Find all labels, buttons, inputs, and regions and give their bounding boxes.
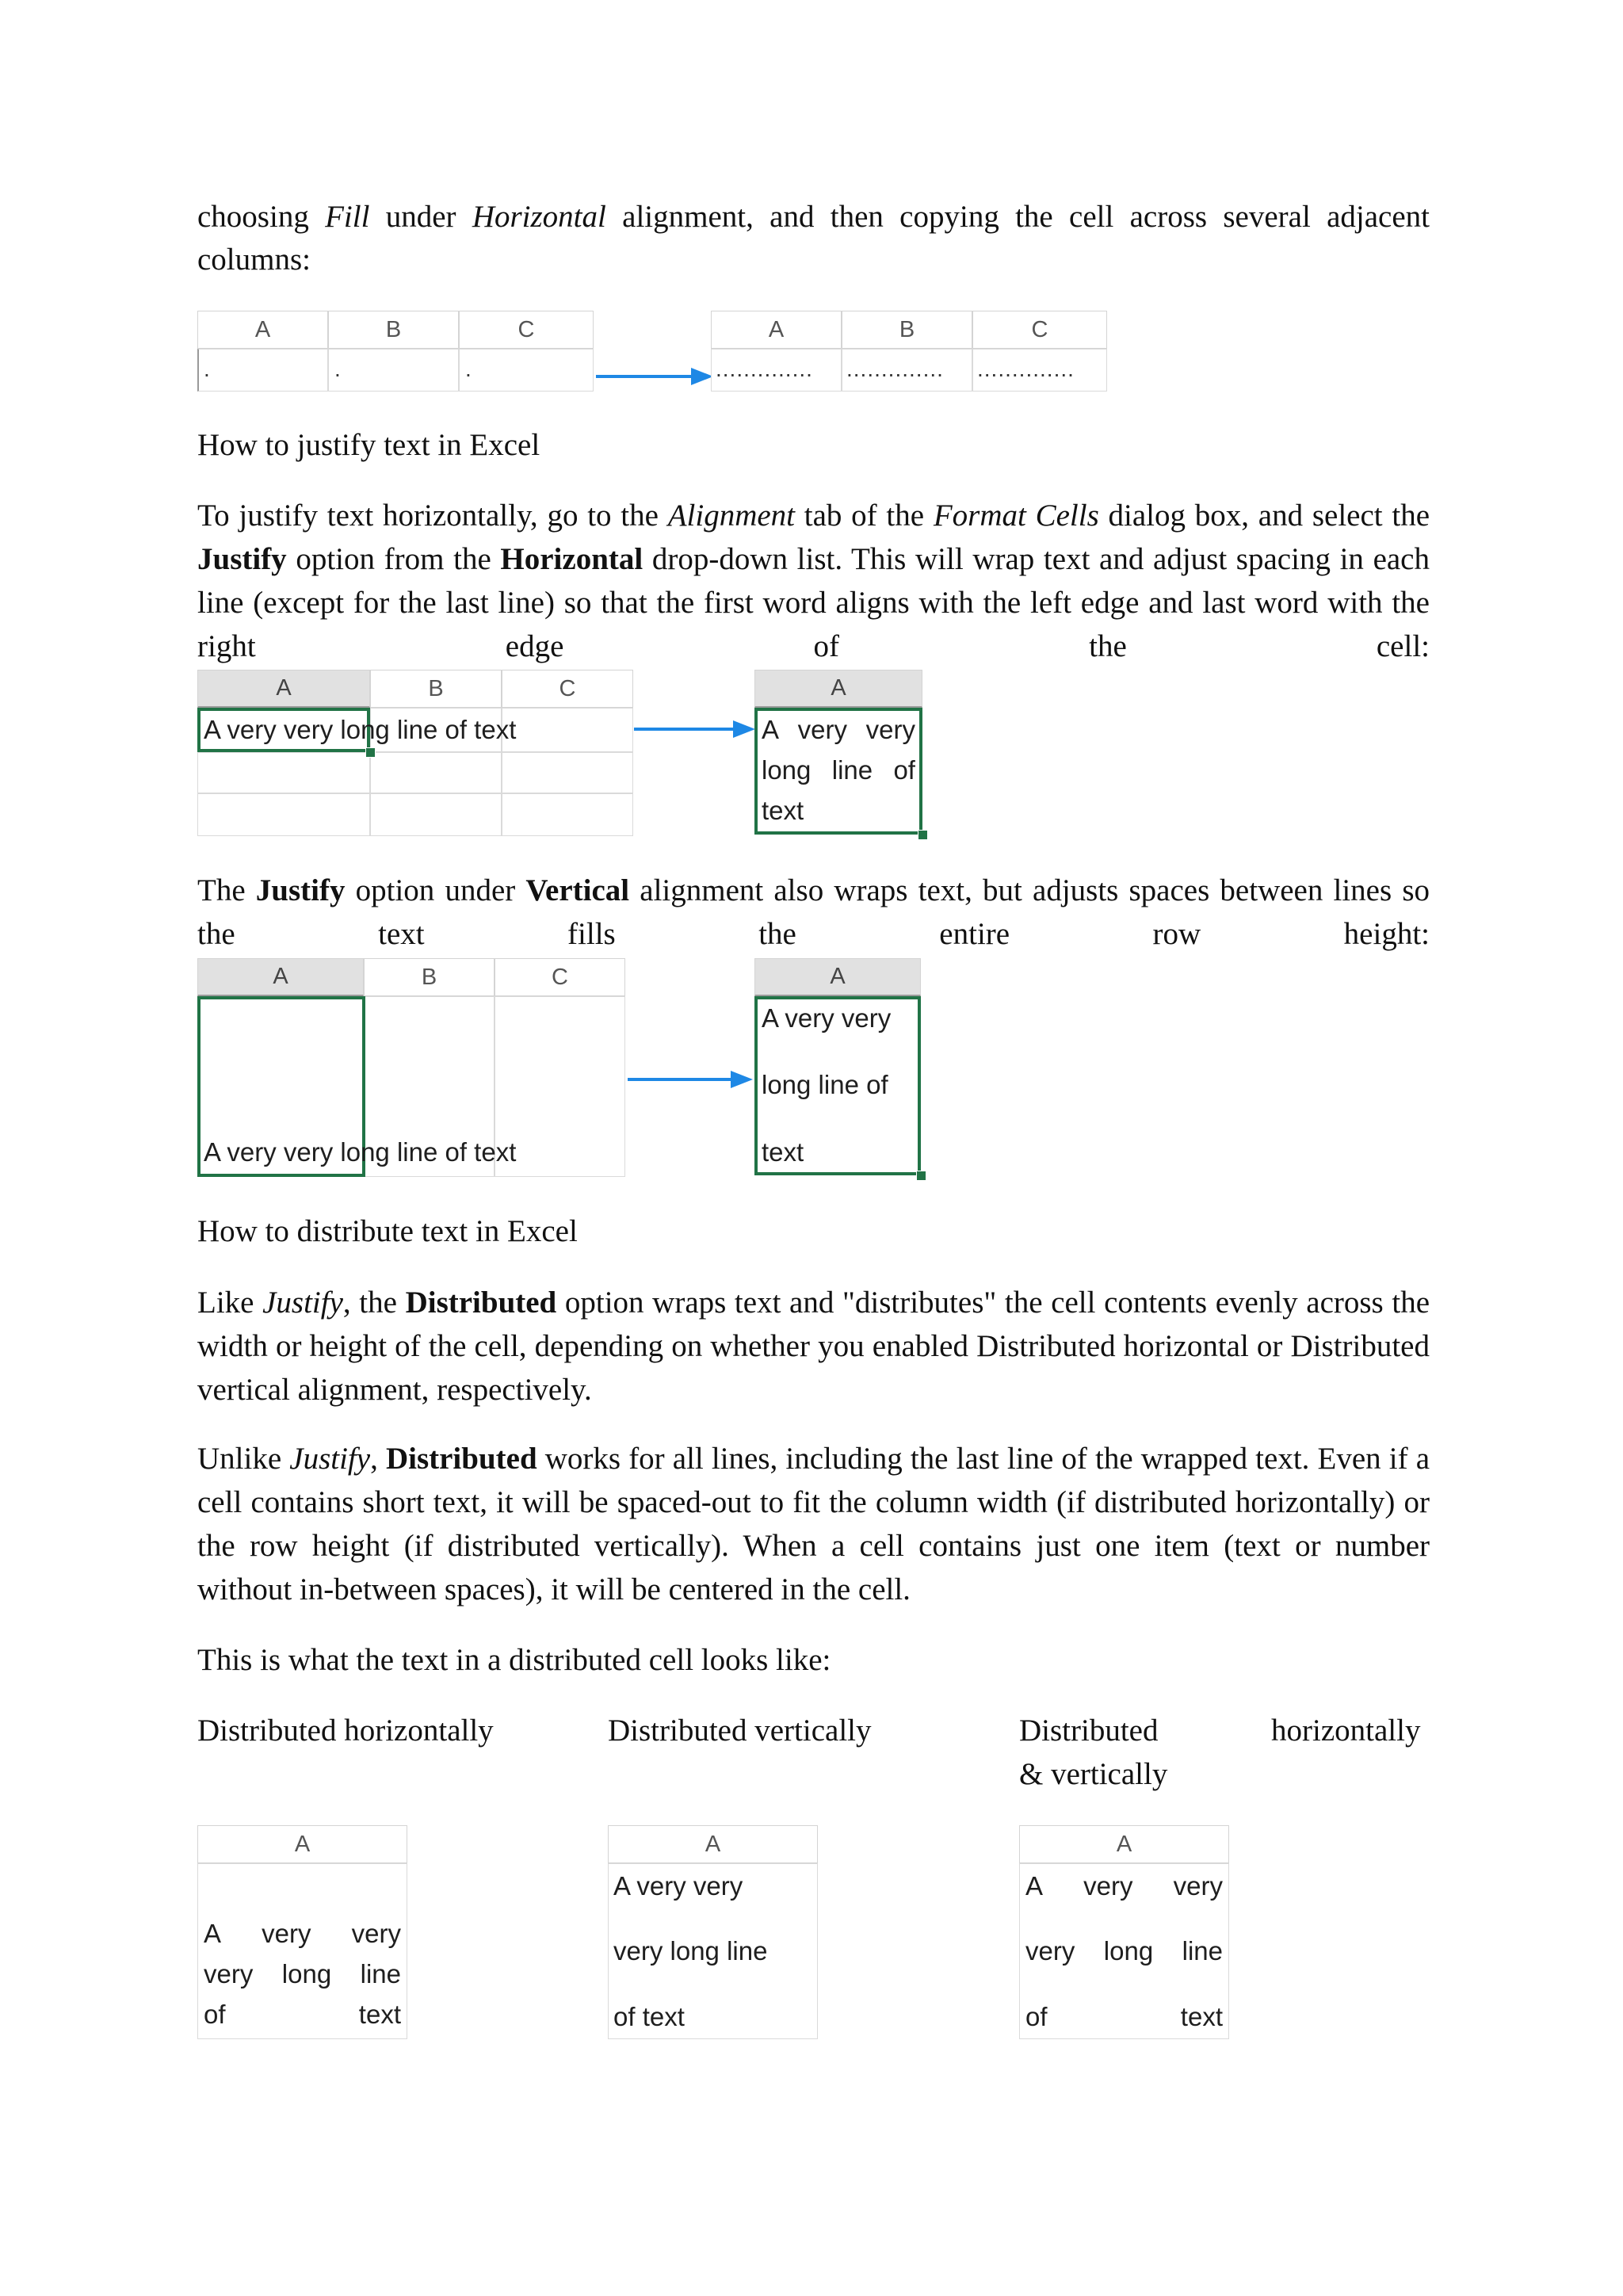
label-distributed-both-1: Distributed [1019,1713,1159,1748]
word: very [1025,1936,1075,1966]
distributed-line-3 [204,1999,401,2030]
fill-handle[interactable] [918,830,928,840]
text-run: , [370,1442,386,1476]
column-header-a: A [197,958,364,996]
paragraph-justify-horizontal [197,494,1430,668]
fill-dots-b: .............. [846,357,944,381]
text-run: Like [197,1286,263,1320]
distributed-line-3 [1025,2001,1223,2033]
text-run: The [197,873,256,907]
distributed-line-1 [1025,1870,1223,1902]
text-run: option wraps text and "distributes" the cell contents evenly across the width or height of the cell, depending on whether you enabled Distributed horizontal or Distributed vertical alignment, respectively. [197,1286,1430,1407]
italic-term: Justify [262,1286,343,1320]
column-header-b: B [364,958,495,996]
distributed-line-1: A very very [613,1871,743,1901]
column-header-a: A [197,311,328,349]
text-run: alignment, and then copying the cell across several adjacent [605,200,1430,234]
distributed-horizontal-example [197,1825,407,2039]
vjustified-line-2: long line of [762,1070,888,1099]
cell-text-bottom: A very very long line of text [204,1137,517,1167]
distributed-line-3: of text [613,2002,685,2031]
label-distributed-both-2: horizontally [1271,1713,1421,1748]
justified-line-1 [762,714,915,746]
column-header-b: B [370,670,502,708]
fill-handle[interactable] [365,747,376,758]
text-run: dialog box, and select the [1098,499,1430,533]
grid-cell [197,793,370,836]
word: long [762,755,812,785]
word: of [204,2000,226,2029]
column-header-b: B [328,311,459,349]
fill-example-before [197,311,594,392]
arrow-right-icon [634,717,757,741]
fill-dot-c: . [465,357,472,381]
column-header-a: A [754,958,921,996]
column-header-a: A [197,670,370,708]
word: text [1180,2002,1223,2031]
bold-term: Horizontal [500,542,643,576]
text-run: option from the [286,542,501,576]
grid-cell [370,793,502,836]
distributed-line-2 [204,1958,401,1990]
bold-term: Justify [197,542,287,576]
grid-cell [197,752,370,793]
word: line [360,1959,401,1988]
word: of [893,755,915,785]
fill-dots-c: .............. [977,357,1075,381]
grid-cell [370,752,502,793]
cell-b1 [328,349,459,392]
distributed-line-1 [204,1918,401,1950]
paragraph-justify-vertical [197,869,1430,956]
word: very [204,1959,254,1988]
arrow-right-icon [596,365,715,388]
arrow-right-icon [628,1068,756,1091]
column-header-b: B [842,311,972,349]
text-run: option under [345,873,526,907]
justify-example-after [754,670,929,836]
fill-example-after [711,311,1107,392]
text-run: Unlike [197,1442,290,1476]
fill-dot-b: . [334,357,342,381]
cell-a1 [197,349,328,392]
word: very [1173,1871,1223,1901]
text-run: , the [342,1286,406,1320]
grid-cell [502,793,633,836]
word: of [1025,2002,1048,2031]
fill-dot-a: . [204,357,211,381]
column-header-a: A [608,1825,818,1863]
bold-term: Distributed [385,1442,537,1476]
text-run: tab of the [795,499,934,533]
column-header-a: A [1019,1825,1229,1863]
label-distributed-horizontally: Distributed horizontally [197,1713,494,1748]
vjustify-example-before [197,958,625,1177]
label-distributed-vertically: Distributed vertically [608,1713,872,1748]
column-header-c: C [972,311,1107,349]
italic-term: Alignment [667,499,796,533]
cell-c1 [459,349,594,392]
vjustified-line-1: A very very [762,1003,892,1033]
word: A [204,1919,222,1948]
justified-line-2 [762,755,915,786]
column-header-a: A [711,311,842,349]
word: A [1025,1871,1044,1901]
vjustify-example-after [754,958,929,1177]
text-run: works for all lines, including the last line of the wrapped text. Even if a cell contains short text, it will be spaced-out to fit the column width (if distributed horizontally) or the row height (if distributed vertically). When a cell contains just one item (text or number without in-between spaces), it will be centered in the cell. [197,1442,1430,1606]
paragraph-fill-intro [197,195,1430,239]
column-header-c: C [495,958,625,996]
label-distributed-both-3: & vertically [1019,1757,1168,1791]
column-header-a: A [197,1825,407,1863]
word: very [1083,1871,1133,1901]
justify-example-before [197,670,633,836]
column-header-a: A [754,670,922,708]
paragraph-distributed-intro [197,1281,1430,1412]
italic-term: Format Cells [933,499,1099,533]
word: very [865,715,915,744]
italic-term: Horizontal [472,200,606,234]
word: text [358,2000,401,2029]
column-header-c: C [502,670,633,708]
vjustified-line-3: text [762,1137,804,1167]
distributed-vertical-example [608,1825,818,2039]
distributed-line-2: very long line [613,1936,768,1966]
heading-justify: How to justify text in Excel [197,428,540,462]
text-run: choosing [197,200,326,234]
bold-term: Vertical [525,873,630,907]
word: very [351,1919,401,1948]
grid-cell [502,708,633,752]
text-run: alignment also wraps text, but adjusts spaces between lines so the text fills the entire row height: [197,873,1430,951]
distributed-line-2 [1025,1935,1223,1967]
text-run: drop-down list. This will wrap text and adjust spacing in each line (except for the last line) so that the first word aligns with the left edge and last word with the right edge of the cell: [197,542,1430,663]
word: line [1182,1936,1223,1966]
word: A [762,715,780,744]
grid-cell [502,752,633,793]
word: line [831,755,873,785]
text-run: To justify text horizontally, go to the [197,499,668,533]
text-run: under [369,200,472,234]
word: long [1103,1936,1154,1966]
paragraph-fill-intro-line2: columns: [197,243,311,277]
word: very [262,1919,311,1948]
italic-term: Fill [325,200,370,234]
distributed-both-example [1019,1825,1229,2039]
paragraph-distributed-details [197,1437,1430,1611]
bold-term: Distributed [405,1286,557,1320]
italic-term: Justify [289,1442,371,1476]
justified-line-3: text [762,796,804,825]
bold-term: Justify [255,873,346,907]
column-header-c: C [459,311,594,349]
fill-dots-a: .............. [716,357,813,381]
cell-text-overflow: A very very long line of text [204,715,517,744]
paragraph-distributed-example: This is what the text in a distributed cell looks like: [197,1643,831,1677]
heading-distribute: How to distribute text in Excel [197,1214,578,1248]
word: long [281,1959,332,1988]
fill-handle[interactable] [916,1171,926,1181]
word: very [797,715,847,744]
